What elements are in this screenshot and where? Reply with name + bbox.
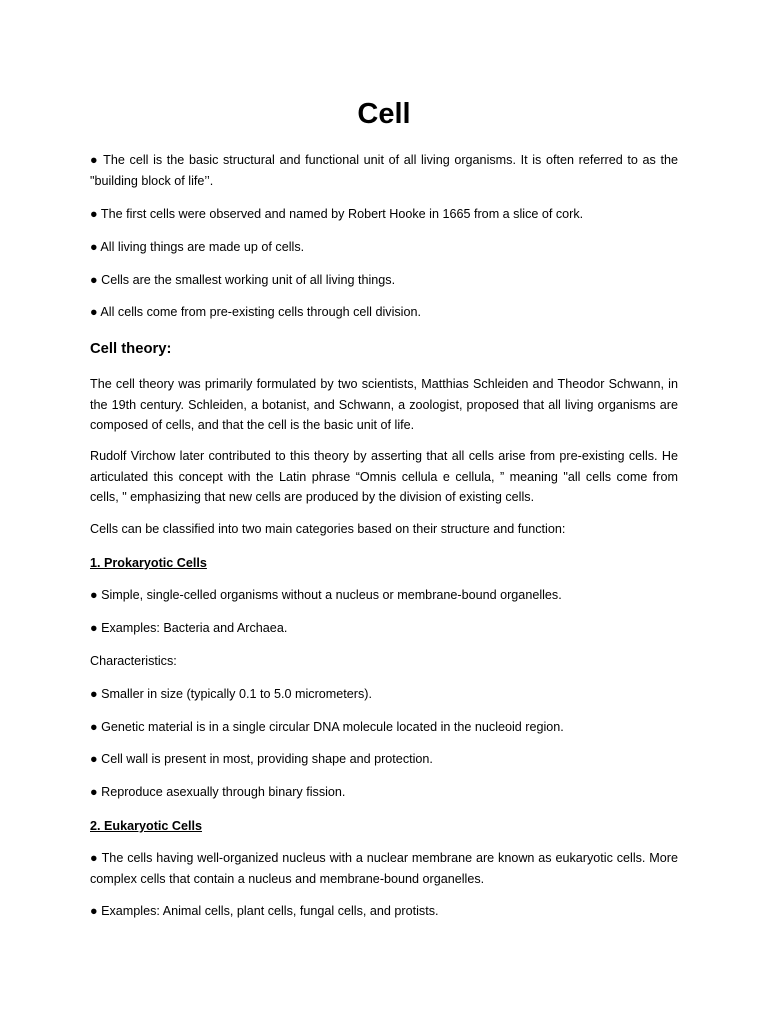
cell-theory-paragraph-2: Rudolf Virchow later contributed to this theory by asserting that all cells arise from pre-existing cells. He articulated this concept with the Latin phrase “Omnis cellula e cellula, ” meaning "all cells come from cells, " emphasizing that new cells are produced by the division of existing cells. xyxy=(90,449,678,504)
characteristics-label: Characteristics: xyxy=(90,654,177,668)
eukaryotic-heading: 2. Eukaryotic Cells xyxy=(90,819,202,833)
characteristic-bullet-2: ● Genetic material is in a single circular DNA molecule located in the nucleoid region. xyxy=(90,720,564,734)
intro-bullet-2: ● The first cells were observed and named by Robert Hooke in 1665 from a slice of cork. xyxy=(90,207,584,221)
intro-bullet-3: ● All living things are made up of cells. xyxy=(90,240,305,254)
cell-theory-paragraph-1: The cell theory was primarily formulated by two scientists, Matthias Schleiden and Theodor Schwann, in the 19th century. Schleiden, a botanist, and Schwann, a zoologist, proposed that all living organisms are composed of cells, and that the cell is the basic unit of life. xyxy=(90,377,678,432)
cell-theory-paragraph-3: Cells can be classified into two main categories based on their structure and function: xyxy=(90,522,566,536)
characteristic-bullet-4: ● Reproduce asexually through binary fission. xyxy=(90,785,346,799)
eukaryotic-bullet-1: ● The cells having well-organized nucleus with a nuclear membrane are known as eukaryotic cells. More complex cells that contain a nucleus and membrane-bound organelles. xyxy=(90,851,678,886)
characteristic-bullet-1: ● Smaller in size (typically 0.1 to 5.0 micrometers). xyxy=(90,687,372,701)
intro-bullet-4: ● Cells are the smallest working unit of all living things. xyxy=(90,273,396,287)
characteristic-bullet-3: ● Cell wall is present in most, providing shape and protection. xyxy=(90,752,433,766)
prokaryotic-heading: 1. Prokaryotic Cells xyxy=(90,556,207,570)
cell-theory-heading: Cell theory: xyxy=(90,341,172,357)
eukaryotic-bullet-2: ● Examples: Animal cells, plant cells, fungal cells, and protists. xyxy=(90,904,439,918)
intro-bullet-5: ● All cells come from pre-existing cells through cell division. xyxy=(90,305,421,319)
prokaryotic-bullet-1: ● Simple, single-celled organisms without a nucleus or membrane-bound organelles. xyxy=(90,588,562,602)
intro-bullet-1: ● The cell is the basic structural and functional unit of all living organisms. It is often referred to as the "building block of life’’. xyxy=(90,153,678,188)
page-title: Cell xyxy=(357,98,411,130)
prokaryotic-bullet-2: ● Examples: Bacteria and Archaea. xyxy=(90,621,288,635)
